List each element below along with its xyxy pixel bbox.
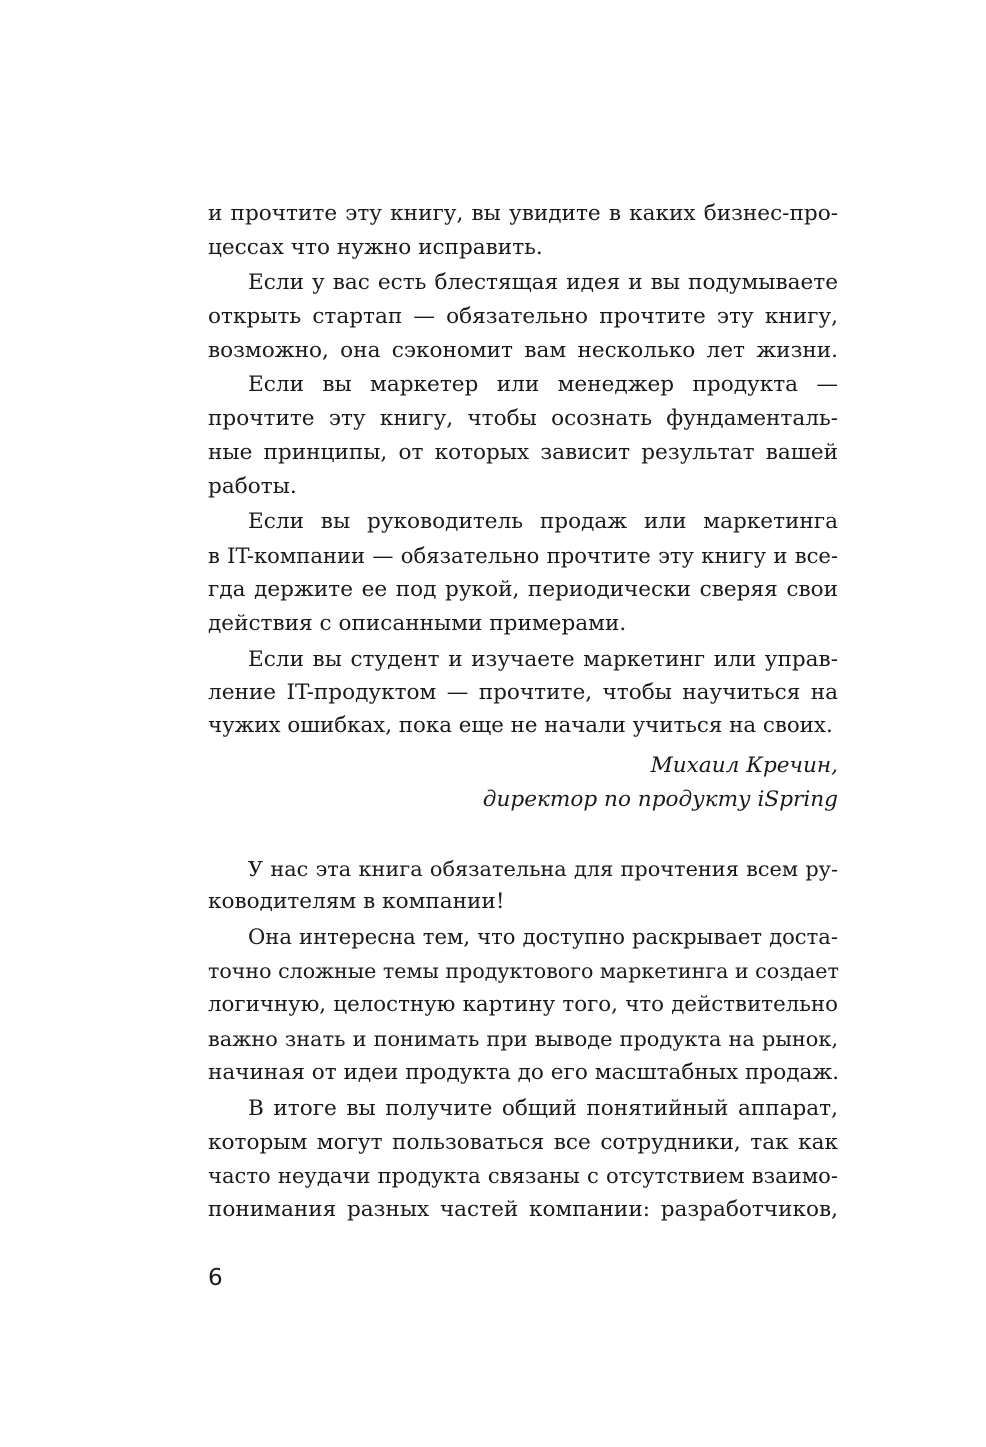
text-line: часто неудачи продукта связаны с отсутствием взаимо- bbox=[208, 1163, 838, 1188]
text-line: ные принципы, от которых зависит результат вашей bbox=[208, 440, 838, 465]
text-line: Она интересна тем, что доступно раскрывает доста- bbox=[248, 924, 838, 949]
signature-name: Михаил Кречин, bbox=[650, 753, 838, 778]
text-line: Если вы маркетер или менеджер продукта — bbox=[248, 372, 838, 397]
text-line: прочтите эту книгу, чтобы осознать фундаменталь- bbox=[208, 406, 838, 431]
text-line: открыть стартап — обязательно прочтите эту книгу, bbox=[208, 304, 838, 329]
text-line: Если вы студент и изучаете маркетинг или управ- bbox=[248, 647, 838, 672]
text-line: важно знать и понимать при выводе продукта на рынок, bbox=[208, 1027, 838, 1051]
text-line: В итоге вы получите общий понятийный аппарат, bbox=[248, 1096, 838, 1121]
text-line: У нас эта книга обязательна для прочтения всем ру- bbox=[248, 857, 838, 881]
text-line: логичную, целостную картину того, что действительно bbox=[208, 992, 838, 1017]
text-line: Если вы руководитель продаж или маркетинга bbox=[248, 509, 838, 534]
text-line: понимания разных частей компании: разработчиков, bbox=[208, 1197, 838, 1222]
text-line: возможно, она сэкономит вам несколько лет жизни. bbox=[208, 338, 838, 363]
text-line: и прочтите эту книгу, вы увидите в каких бизнес-про- bbox=[208, 201, 838, 226]
page-number: 6 bbox=[208, 1265, 223, 1291]
text-line: ководителям в компании! bbox=[208, 889, 505, 914]
signature-title: директор по продукту iSpring bbox=[482, 787, 838, 812]
text-line: чужих ошибках, пока еще не начали учиться на своих. bbox=[208, 713, 833, 738]
text-line: начиная от идеи продукта до его масштабных продаж. bbox=[208, 1060, 840, 1085]
text-line: точно сложные темы продуктового маркетинга и создает bbox=[208, 959, 839, 983]
text-line: работы. bbox=[208, 474, 297, 499]
text-line: в IT-компании — обязательно прочтите эту книгу и все- bbox=[208, 543, 838, 568]
text-line: которым могут пользоваться все сотрудники, так как bbox=[208, 1130, 838, 1155]
text-line: действия с описанными примерами. bbox=[208, 611, 627, 636]
text-line: цессах что нужно исправить. bbox=[208, 235, 543, 260]
text-line: ление IT-продуктом — прочтите, чтобы научиться на bbox=[208, 680, 838, 705]
text-line: гда держите ее под рукой, периодически сверяя свои bbox=[208, 577, 838, 602]
text-line: Если у вас есть блестящая идея и вы подумываете bbox=[248, 270, 838, 295]
